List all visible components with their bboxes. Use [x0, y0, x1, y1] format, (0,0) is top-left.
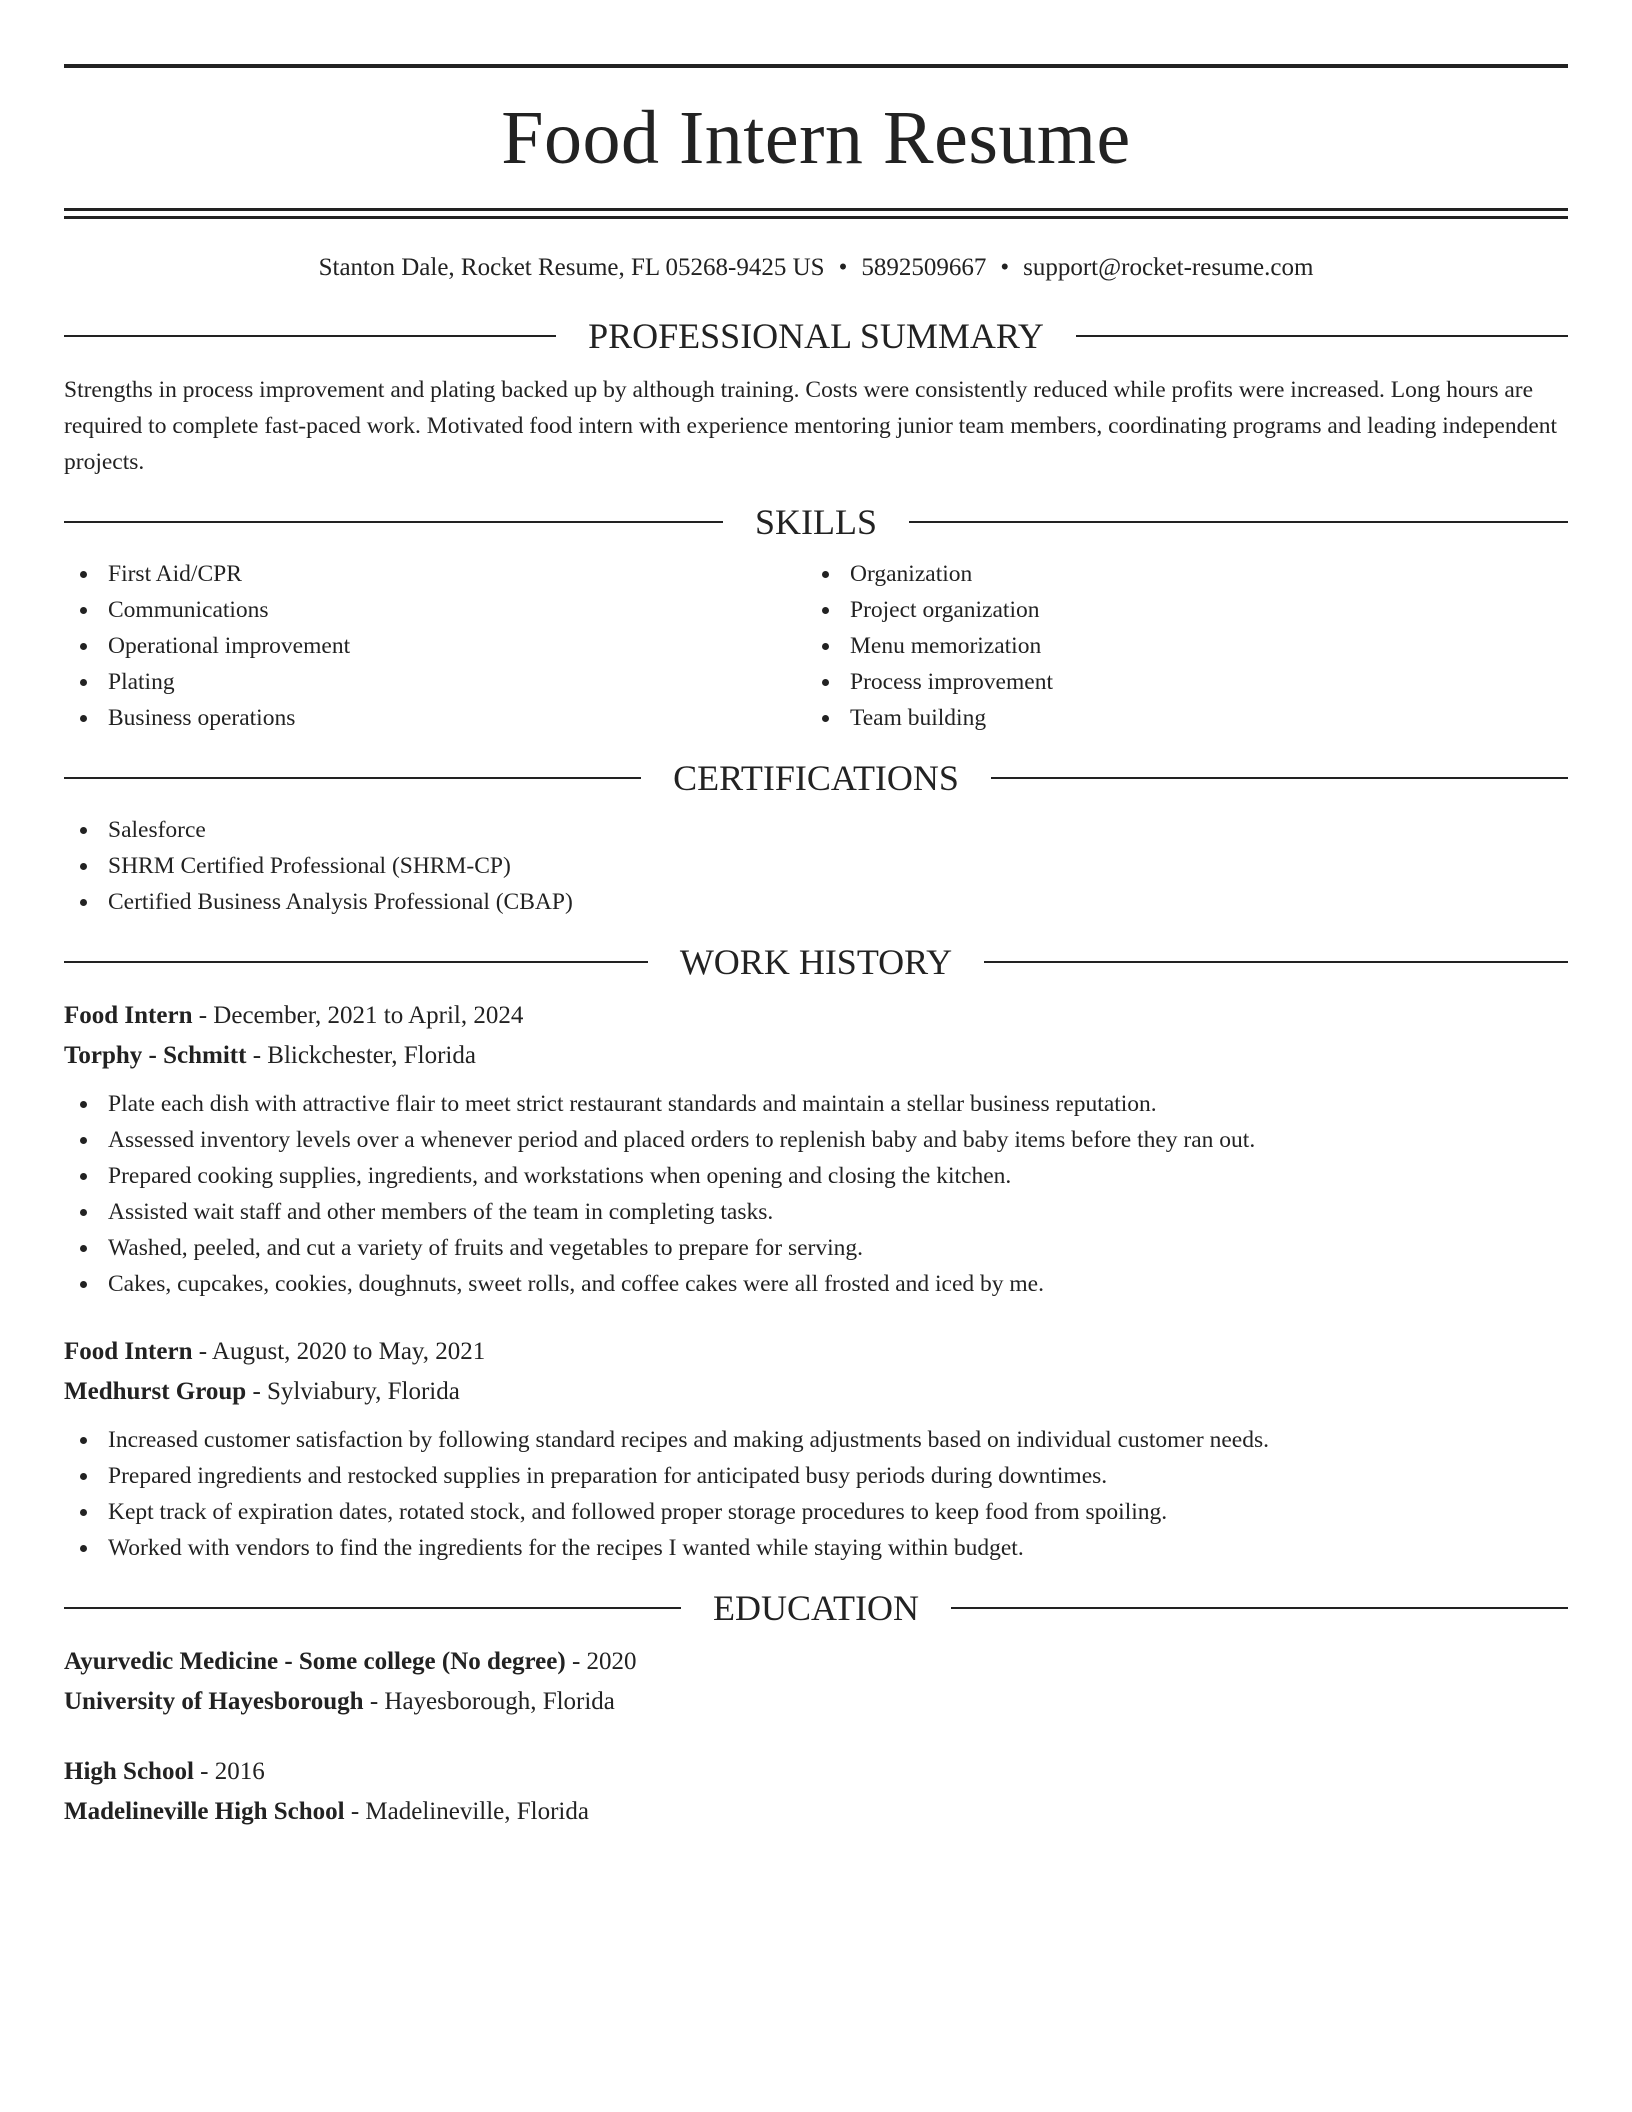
- divider-line: [64, 335, 556, 337]
- resume-page: [64, 64, 1568, 1832]
- job-entry: [64, 1332, 1568, 1566]
- duty-item: Plate each dish with attractive flair to meet strict restaurant standards and maintain a stellar business reputation.: [64, 1086, 1568, 1122]
- contact-address: Stanton Dale, Rocket Resume, FL 05268-9425 US: [318, 254, 825, 281]
- skill-item: Project organization: [806, 592, 1548, 628]
- divider-line: [1076, 335, 1568, 337]
- section-title-summary: PROFESSIONAL SUMMARY: [588, 316, 1044, 356]
- skill-item: Process improvement: [806, 664, 1548, 700]
- job-company: Torphy - Schmitt: [64, 1042, 247, 1069]
- certifications-list: [64, 812, 1568, 920]
- education-entry: [64, 1752, 1568, 1832]
- duty-item: Cakes, cupcakes, cookies, doughnuts, sweet rolls, and coffee cakes were all frosted and iced by me.: [64, 1266, 1568, 1302]
- job-title-line: [64, 996, 1568, 1036]
- skill-item: Communications: [64, 592, 806, 628]
- divider-line: [64, 777, 641, 779]
- divider-line: [64, 961, 648, 963]
- section-header-education: [64, 1586, 1568, 1630]
- contact-email: support@rocket-resume.com: [1023, 254, 1314, 281]
- education-school-line: [64, 1792, 1568, 1832]
- education-entry: [64, 1642, 1568, 1722]
- skill-item: Menu memorization: [806, 628, 1548, 664]
- education-year: - 2016: [193, 1758, 265, 1785]
- duty-item: Increased customer satisfaction by following standard recipes and making adjustments based on individual customer needs.: [64, 1422, 1568, 1458]
- job-company-line: [64, 1036, 1568, 1076]
- section-title-certifications: CERTIFICATIONS: [673, 758, 959, 798]
- job-location: - Sylviabury, Florida: [246, 1378, 460, 1405]
- duty-item: Washed, peeled, and cut a variety of fruits and vegetables to prepare for serving.: [64, 1230, 1568, 1266]
- divider-line: [64, 521, 723, 523]
- education-school-line: [64, 1682, 1568, 1722]
- resume-title: Food Intern Resume: [501, 96, 1131, 180]
- duty-item: Assisted wait staff and other members of the team in completing tasks.: [64, 1194, 1568, 1230]
- section-header-summary: [64, 314, 1568, 358]
- skill-item: Operational improvement: [64, 628, 806, 664]
- skill-item: Organization: [806, 556, 1548, 592]
- skills-list-right: [806, 556, 1548, 736]
- skills-grid: [64, 556, 1568, 736]
- contact-phone: 5892509667: [861, 254, 987, 281]
- duty-item: Prepared cooking supplies, ingredients, and workstations when opening and closing the kitchen.: [64, 1158, 1568, 1194]
- certification-item: Certified Business Analysis Professional (CBAP): [64, 884, 1568, 920]
- duty-item: Prepared ingredients and restocked supplies in preparation for anticipated busy periods during downtimes.: [64, 1458, 1568, 1494]
- section-title-skills: SKILLS: [755, 502, 878, 542]
- duty-item: Worked with vendors to find the ingredients for the recipes I wanted while staying within budget.: [64, 1530, 1568, 1566]
- section-title-work: WORK HISTORY: [679, 942, 953, 982]
- divider-line: [909, 521, 1568, 523]
- divider-line: [991, 777, 1568, 779]
- job-duties: [64, 1422, 1568, 1566]
- job-duties: [64, 1086, 1568, 1302]
- job-company-line: [64, 1372, 1568, 1412]
- contact-separator: •: [838, 254, 848, 281]
- job-dates: - August, 2020 to May, 2021: [192, 1338, 486, 1365]
- divider-line: [951, 1607, 1568, 1609]
- certification-item: Salesforce: [64, 812, 1568, 848]
- job-title: Food Intern: [64, 1338, 193, 1365]
- education-degree: High School: [64, 1758, 194, 1785]
- job-dates: - December, 2021 to April, 2024: [192, 1002, 524, 1029]
- contact-line: [64, 252, 1568, 284]
- section-header-work: [64, 940, 1568, 984]
- skill-item: Team building: [806, 700, 1548, 736]
- skill-item: Business operations: [64, 700, 806, 736]
- job-entry: [64, 996, 1568, 1302]
- skills-list-left: [64, 556, 806, 736]
- contact-separator: •: [1000, 254, 1010, 281]
- skill-item: Plating: [64, 664, 806, 700]
- education-school: Madelineville High School: [64, 1798, 345, 1825]
- job-title: Food Intern: [64, 1002, 193, 1029]
- skill-item: First Aid/CPR: [64, 556, 806, 592]
- section-title-education: EDUCATION: [713, 1588, 919, 1628]
- education-location: - Hayesborough, Florida: [363, 1688, 615, 1715]
- education-degree-line: [64, 1752, 1568, 1792]
- education-school: University of Hayesborough: [64, 1688, 364, 1715]
- section-header-skills: [64, 500, 1568, 544]
- divider-line: [984, 961, 1568, 963]
- top-rule: [64, 64, 1568, 68]
- section-header-certifications: [64, 756, 1568, 800]
- education-degree: Ayurvedic Medicine - Some college (No degree): [64, 1648, 566, 1675]
- education-degree-line: [64, 1642, 1568, 1682]
- job-location: - Blickchester, Florida: [246, 1042, 476, 1069]
- summary-text: Strengths in process improvement and plating backed up by although training. Costs were consistently reduced while profits were increased. Long hours are required to complete fast-paced work. Motivated food intern with experience mentoring junior team members, coordinating programs and leading independent projects.: [64, 377, 1558, 475]
- education-year: - 2020: [565, 1648, 637, 1675]
- duty-item: Assessed inventory levels over a whenever period and placed orders to replenish baby and baby items before they ran out.: [64, 1122, 1568, 1158]
- duty-item: Kept track of expiration dates, rotated stock, and followed proper storage procedures to keep food from spoiling.: [64, 1494, 1568, 1530]
- certification-item: SHRM Certified Professional (SHRM-CP): [64, 848, 1568, 884]
- title-double-rule: [64, 208, 1568, 219]
- education-location: - Madelineville, Florida: [344, 1798, 589, 1825]
- divider-line: [64, 1607, 681, 1609]
- job-company: Medhurst Group: [64, 1378, 247, 1405]
- job-title-line: [64, 1332, 1568, 1372]
